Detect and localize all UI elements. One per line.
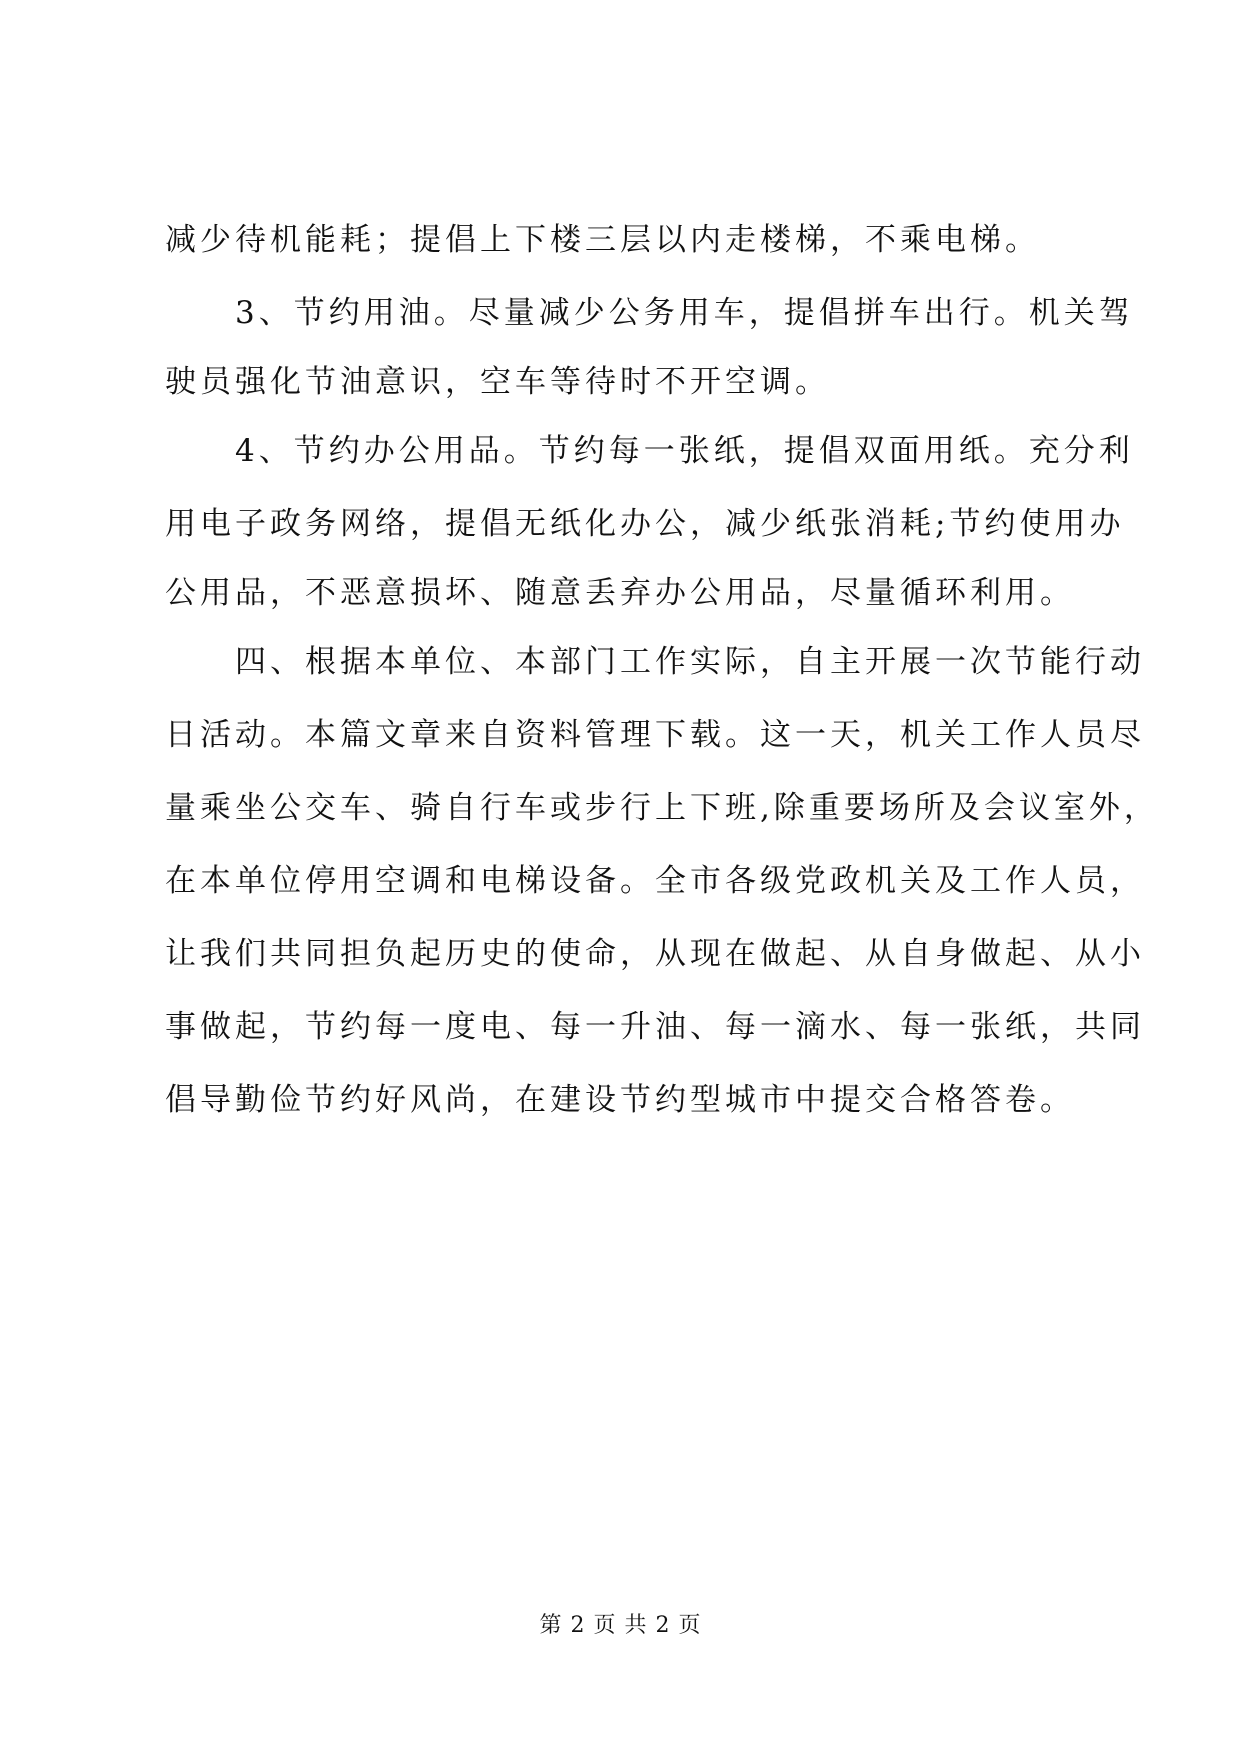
text-line: 量乘坐公交车、骑自行车或步行上下班,除重要场所及会议室外， [165,790,1159,826]
text-line: 4、节约办公用品。节约每一张纸，提倡双面用纸。充分利 [165,433,1134,469]
text-line: 驶员强化节油意识，空车等待时不开空调。 [165,364,830,400]
text-line: 3、节约用油。尽量减少公务用车，提倡拼车出行。机关驾 [165,295,1134,331]
text-line: 公用品，不恶意损坏、随意丢弃办公用品，尽量循环利用。 [165,575,1075,611]
text-line: 日活动。本篇文章来自资料管理下载。这一天，机关工作人员尽 [165,717,1145,753]
text-line: 事做起，节约每一度电、每一升油、每一滴水、每一张纸，共同 [165,1009,1145,1045]
text-line: 让我们共同担负起历史的使命，从现在做起、从自身做起、从小 [165,936,1145,972]
document-body [165,204,1159,1137]
text-line: 在本单位停用空调和电梯设备。全市各级党政机关及工作人员， [165,863,1145,899]
text-line: 用电子政务网络，提倡无纸化办公，减少纸张消耗;节约使用办 [165,506,1125,542]
text-line: 倡导勤俭节约好风尚，在建设节约型城市中提交合格答卷。 [165,1082,1075,1118]
text-line: 减少待机能耗；提倡上下楼三层以内走楼梯，不乘电梯。 [165,222,1040,258]
page-number-footer: 第 2 页 共 2 页 [539,1613,702,1638]
text-line: 四、根据本单位、本部门工作实际，自主开展一次节能行动 [165,644,1145,680]
